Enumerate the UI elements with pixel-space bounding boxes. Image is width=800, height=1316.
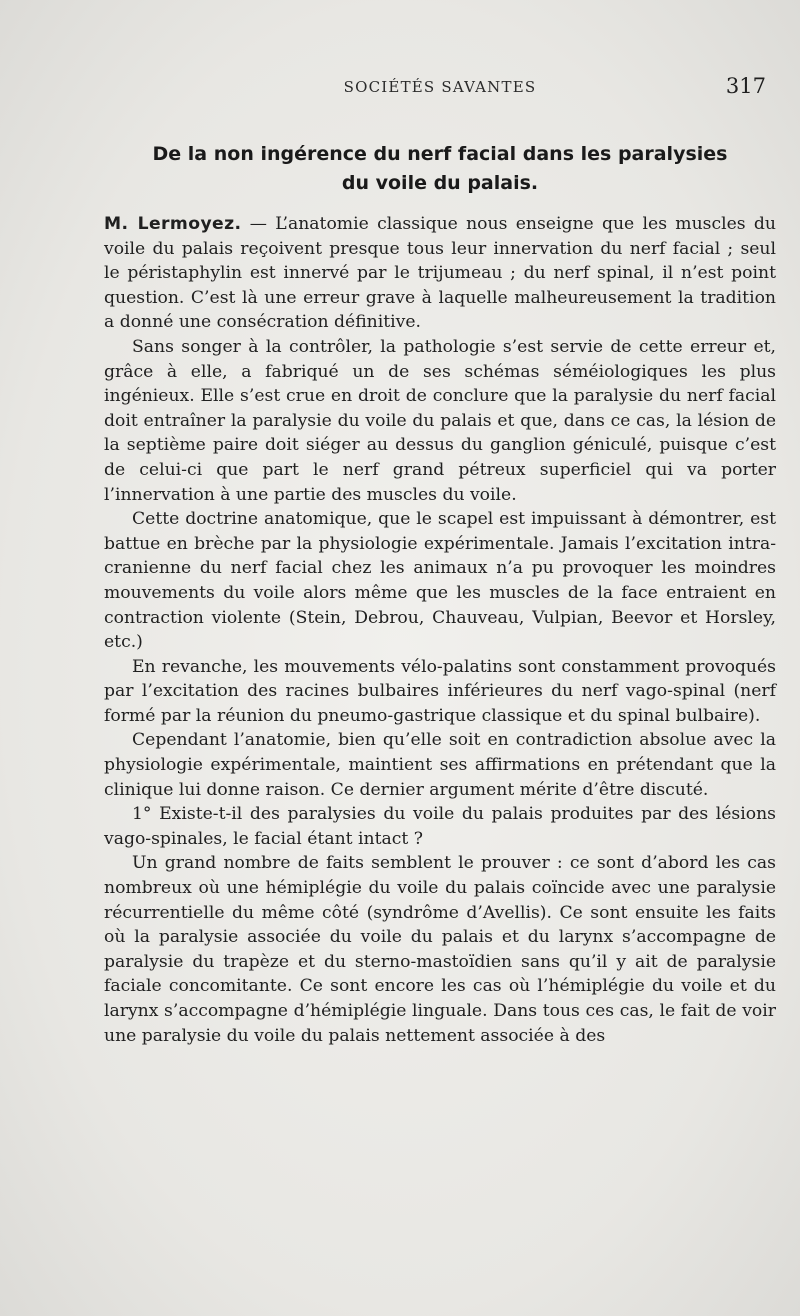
article-title-line-2: du voile du palais. xyxy=(341,172,539,194)
article-body xyxy=(104,212,776,1048)
paragraph-1-text: — L’anatomie classique nous enseigne que les muscles du voile du palais reçoivent presque tous leur innervation du nerf facial ; seul le péristaphylin est innervé par le trijumeau ; du nerf spinal, il n’est point question. C’est là une erreur grave à laquelle malheureusement la tradition a donné une consécration définitive. xyxy=(104,214,776,333)
running-head xyxy=(104,74,776,104)
page-number: 317 xyxy=(725,74,766,98)
paragraph-2: Sans songer à la contrôler, la pathologie s’est servie de cette erreur et, grâce à elle, a fabriqué un de ses schémas séméiologiques les plus ingénieux. Elle s’est crue en droit de conclure que la paralysie du nerf facial doit entraîner la paralysie du voile du palais et que, dans ce cas, la lésion de la septième paire doit siéger au dessus du ganglion géniculé, puisque c’est de celui-ci que part le nerf grand pétreux superficiel qui va porter l’innervation à une partie des muscles du voile. xyxy=(104,336,776,505)
paragraph-7: Un grand nombre de faits semblent le prouver : ce sont d’abord les cas nombreux où une hémiplégie du voile du palais coïncide avec une paralysie récurrentielle du même côté (syndrôme d’Avellis). Ce sont ensuite les faits où la paralysie associée du voile du palais et du larynx s’accompagne de paralysie du trapèze et du sterno-mastoïdien sans qu’il y ait de paralysie faciale concomitante. Ce sont encore les cas où l’hémiplégie du voile et du larynx s’accompagne d’hémiplégie linguale. Dans tous ces cas, le fait de voir une paralysie du voile du palais nettement associée à des xyxy=(104,853,776,1046)
paragraph-3: Cette doctrine anatomique, que le scapel est impuissant à démontrer, est battue en brèche par la physiologie expérimentale. Jamais l’excitation intra-cranienne du nerf facial chez les animaux n’a pu provoquer les moindres mouvements du voile alors même que les muscles de la face entraient en contraction violente (Stein, Debrou, Chauveau, Vulpian, Beevor et Horsley, etc.) xyxy=(104,509,776,653)
paragraph-5: Cependant l’anatomie, bien qu’elle soit en contradiction absolue avec la physiologie expérimentale, maintient ses affirmations en prétendant que la clinique lui donne raison. Ce dernier argument mérite d’être discuté. xyxy=(104,730,776,800)
article-title-line-1: De la non ingérence du nerf facial dans les paralysies xyxy=(152,143,728,165)
article-title xyxy=(100,140,780,198)
paragraph-1 xyxy=(104,212,776,335)
speaker-name: M. Lermoyez. xyxy=(104,214,242,234)
running-title: SOCIÉTÉS SAVANTES xyxy=(343,78,537,96)
paragraph-6: 1° Existe-t-il des paralysies du voile du palais produites par des lésions vago-spinales, le facial étant intact ? xyxy=(104,804,776,849)
paragraph-4: En revanche, les mouvements vélo-palatins sont constamment provoqués par l’excitation des racines bulbaires inférieures du nerf vago-spinal (nerf formé par la réunion du pneumo-gastrique classique et du spinal bulbaire). xyxy=(104,656,776,726)
